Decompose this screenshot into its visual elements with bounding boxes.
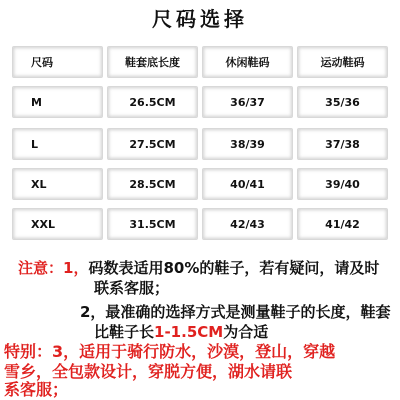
cell-size: XXL <box>12 208 103 240</box>
table-row <box>10 206 390 242</box>
special-line-2: 雪乡，全包款设计，穿脱方便，湖水请联 <box>4 362 293 381</box>
note-1-number: 1， <box>63 259 89 277</box>
note-2-text-b: 为合适 <box>223 323 269 341</box>
table-row <box>10 126 390 162</box>
table-row <box>10 84 390 120</box>
cell-casual: 42/43 <box>202 208 293 240</box>
special-line-3: 系客服； <box>4 380 69 399</box>
note-1-line-2: 联系客服； <box>94 279 170 297</box>
cell-length: 28.5CM <box>107 168 198 200</box>
cell-casual: 36/37 <box>202 86 293 118</box>
note-label: 注意： <box>18 259 64 277</box>
cell-length: 26.5CM <box>107 86 198 118</box>
cell-sport: 35/36 <box>297 86 388 118</box>
note-1-line-1 <box>18 258 379 278</box>
cell-sport: 41/42 <box>297 208 388 240</box>
special-text-1: 3，适用于骑行防水，沙漠，登山，穿越 <box>52 342 336 361</box>
note-2-line-1: 2，最准确的选择方式是测量鞋子的长度，鞋套 <box>80 303 391 321</box>
cell-sport: 39/40 <box>297 168 388 200</box>
header-sole-length: 鞋套底长度 <box>107 46 198 78</box>
note-1-text: 码数表适用80%的鞋子，若有疑问，请及时 <box>88 259 380 277</box>
cell-sport: 37/38 <box>297 128 388 160</box>
cell-casual: 40/41 <box>202 168 293 200</box>
table-header-row <box>10 44 390 80</box>
header-size: 尺码 <box>12 46 103 78</box>
header-casual-shoe-size: 休闲鞋码 <box>202 46 293 78</box>
note-2-highlight: 1-1.5CM <box>154 323 224 341</box>
table-row <box>10 166 390 202</box>
cell-length: 31.5CM <box>107 208 198 240</box>
cell-length: 27.5CM <box>107 128 198 160</box>
cell-casual: 38/39 <box>202 128 293 160</box>
special-label: 特别： <box>4 342 53 361</box>
note-2-text-a: 比鞋子长 <box>94 323 155 341</box>
special-line-1 <box>4 342 335 362</box>
cell-size: L <box>12 128 103 160</box>
page-title: 尺码选择 <box>152 7 248 31</box>
cell-size: M <box>12 86 103 118</box>
cell-size: XL <box>12 168 103 200</box>
note-2-line-2 <box>94 322 268 342</box>
header-sport-shoe-size: 运动鞋码 <box>297 46 388 78</box>
